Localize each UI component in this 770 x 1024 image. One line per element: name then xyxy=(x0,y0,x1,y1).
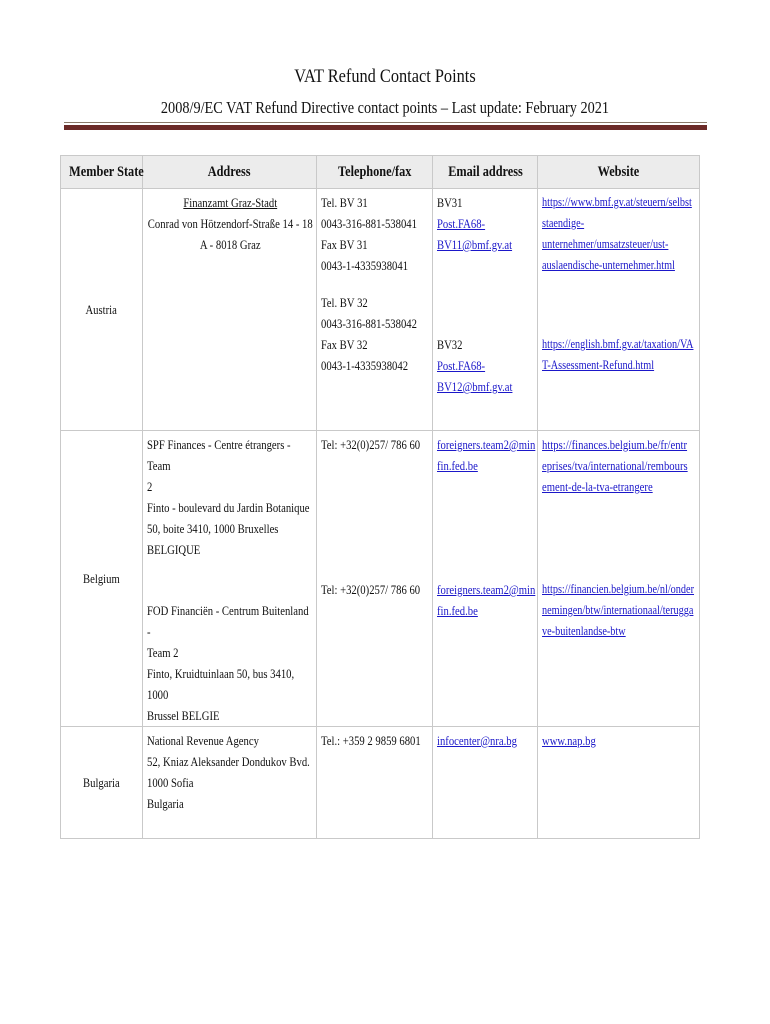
col-address: Address xyxy=(143,156,317,189)
website-cell xyxy=(538,431,700,727)
email-link[interactable]: BV12@bmf.gv.at xyxy=(437,379,513,394)
website-cell xyxy=(538,189,700,431)
address-line: National Revenue Agency xyxy=(147,733,259,748)
address-line: 52, Kniaz Aleksander Dondukov Bvd. xyxy=(147,754,310,769)
phone-line: 0043-316-881-538041 xyxy=(321,216,417,231)
member-state-cell xyxy=(61,189,143,431)
email-link[interactable]: Post.FA68- xyxy=(437,216,486,231)
email-cell xyxy=(433,189,538,431)
telephone-cell xyxy=(317,189,433,431)
email-link[interactable]: Post.FA68- xyxy=(437,358,486,373)
email-link[interactable]: BV11@bmf.gv.at xyxy=(437,237,513,252)
email-link[interactable]: foreigners.team2@min xyxy=(437,582,536,597)
col-website: Website xyxy=(538,156,700,189)
website-link[interactable]: unternehmer/umsatzsteuer/ust- xyxy=(542,237,669,251)
email-prefix: BV31 xyxy=(437,195,463,210)
phone-line: Tel: +32(0)257/ 786 60 xyxy=(321,582,421,597)
address-cell xyxy=(143,727,317,839)
phone-line: 0043-316-881-538042 xyxy=(321,316,417,331)
website-link[interactable]: eprises/tva/international/rembours xyxy=(542,458,688,473)
phone-line: 0043-1-4335938041 xyxy=(321,258,409,273)
member-state-austria: Austria xyxy=(85,301,118,317)
phone-line: Tel: +32(0)257/ 786 60 xyxy=(321,437,421,452)
address-line: 1000 Sofia xyxy=(147,775,194,790)
address-line: Conrad von Hötzendorf-Straße 14 - 18 xyxy=(147,216,313,231)
address-line: Finto - boulevard du Jardin Botanique xyxy=(147,500,310,515)
address-line: 2 xyxy=(147,479,153,494)
website-cell xyxy=(538,727,700,839)
phone-line: 0043-1-4335938042 xyxy=(321,358,409,373)
website-link[interactable]: https://www.bmf.gv.at/steuern/selbst xyxy=(542,195,692,209)
member-state-bulgaria: Bulgaria xyxy=(83,774,120,790)
table-header-row xyxy=(61,156,700,189)
table-row-bulgaria xyxy=(61,727,700,839)
page-title: VAT Refund Contact Points xyxy=(294,66,476,87)
address-line: A - 8018 Graz xyxy=(199,237,261,252)
phone-line: Fax BV 32 xyxy=(321,337,368,352)
website-link[interactable]: nemingen/btw/internationaal/terugga xyxy=(542,603,694,617)
website-link[interactable]: auslaendische-unternehmer.html xyxy=(542,258,675,272)
member-state-cell xyxy=(61,431,143,727)
col-telephone: Telephone/fax xyxy=(317,156,433,189)
email-link[interactable]: fin.fed.be xyxy=(437,458,478,473)
website-link[interactable]: ement-de-la-tva-etrangere xyxy=(542,479,653,494)
table-row-austria xyxy=(61,189,700,431)
header-divider-thin xyxy=(64,122,707,123)
email-link[interactable]: fin.fed.be xyxy=(437,603,478,618)
table-row-belgium xyxy=(61,431,700,727)
address-line: FOD Financiën - Centrum Buitenland - xyxy=(147,603,309,639)
col-email: Email address xyxy=(433,156,538,189)
header-divider-thick xyxy=(64,125,707,130)
address-line: Bulgaria xyxy=(147,796,184,811)
address-cell xyxy=(143,189,317,431)
telephone-cell xyxy=(317,431,433,727)
email-link[interactable]: foreigners.team2@min xyxy=(437,437,536,452)
address-line: 50, boite 3410, 1000 Bruxelles xyxy=(147,521,279,536)
address-line: Team 2 xyxy=(147,645,179,660)
address-line: Finto, Kruidtuinlaan 50, bus 3410, 1000 xyxy=(147,666,295,702)
phone-line: Fax BV 31 xyxy=(321,237,368,252)
telephone-cell xyxy=(317,727,433,839)
website-link[interactable]: ve-buitenlandse-btw xyxy=(542,624,626,638)
address-line: Brussel BELGIE xyxy=(147,708,220,723)
member-state-belgium: Belgium xyxy=(83,570,120,586)
email-prefix: BV32 xyxy=(437,337,463,352)
email-cell xyxy=(433,727,538,839)
page-subtitle: 2008/9/EC VAT Refund Directive contact points – Last update: February 2021 xyxy=(160,98,610,117)
email-cell xyxy=(433,431,538,727)
address-cell xyxy=(143,431,317,727)
address-line: Finanzamt Graz-Stadt xyxy=(183,195,277,210)
email-link[interactable]: infocenter@nra.bg xyxy=(437,733,517,748)
address-line: SPF Finances - Centre étrangers - Team xyxy=(147,437,291,473)
contact-points-table xyxy=(60,155,700,839)
website-link[interactable]: staendige- xyxy=(542,216,585,230)
website-link[interactable]: https://financien.belgium.be/nl/onder xyxy=(542,582,695,596)
phone-line: Tel.: +359 2 9859 6801 xyxy=(321,733,421,748)
member-state-cell xyxy=(61,727,143,839)
col-member-state: Member State xyxy=(61,156,143,189)
website-link[interactable]: T-Assessment-Refund.html xyxy=(542,358,655,372)
address-line: BELGIQUE xyxy=(147,542,201,557)
website-link[interactable]: https://finances.belgium.be/fr/entr xyxy=(542,437,688,452)
website-link[interactable]: https://english.bmf.gv.at/taxation/VA xyxy=(542,337,694,351)
phone-line: Tel. BV 32 xyxy=(321,295,368,310)
website-link[interactable]: www.nap.bg xyxy=(542,733,596,748)
phone-line: Tel. BV 31 xyxy=(321,195,368,210)
